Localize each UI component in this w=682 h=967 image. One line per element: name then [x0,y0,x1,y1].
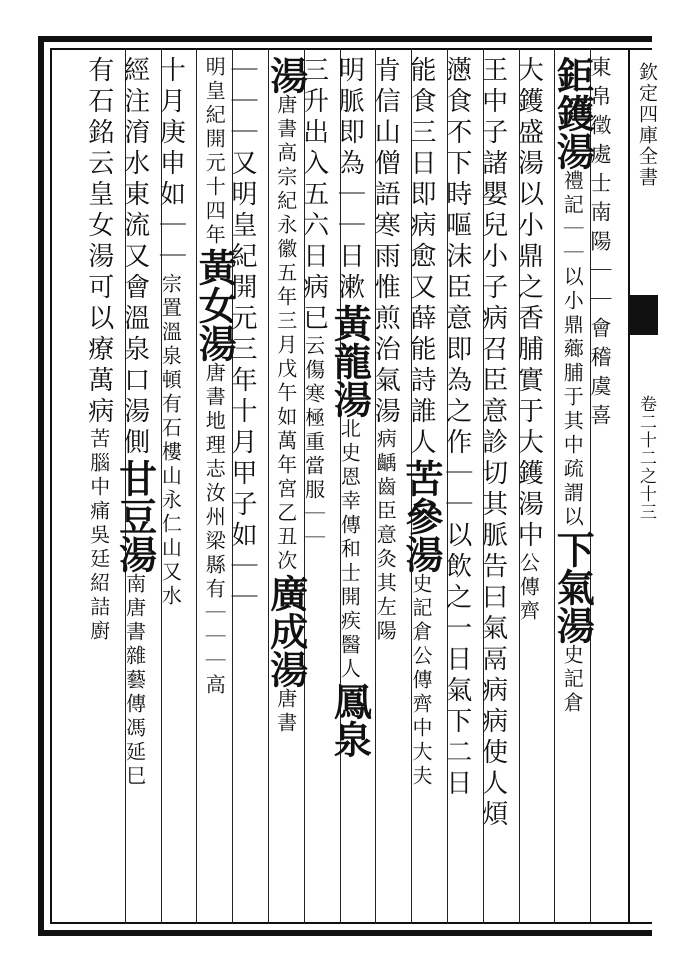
text-column [587,56,626,916]
text-column [327,56,376,916]
body-text: 王中子諸嬰兒小子病召臣意診切其脈告曰氣鬲病病使人煩 [477,56,508,831]
text-column [477,56,519,916]
annotation-text: 明皇紀開元十四年 [202,56,227,248]
entry-heading: 甘豆湯 [112,459,158,573]
body-text: 三升出入五六日病已 [298,56,329,335]
annotation-text: 病齲齒臣意灸其左陽 [373,428,398,644]
entry-heading: 黃女湯 [192,248,238,362]
annotation-text: 唐書地理志汝州梁縣有｜｜｜高 [202,362,227,698]
body-text: ｜｜會稽虞喜 [587,259,612,433]
entry-heading: 鳳泉 [327,682,373,758]
entry-heading: 黃龍湯 [327,304,373,418]
body-text: 明脈即為｜｜日漱 [334,56,365,304]
body-text: 經注淯水東流又會溫泉口湯側 [119,56,150,459]
text-column [112,56,161,916]
entry-heading: 鉅鑊湯 [550,56,596,170]
body-text: 有石銘云皇女湯可以療萬病 [83,56,114,428]
entry-heading: 廣成湯 [263,574,309,688]
annotation-text: 史記倉 [560,644,585,716]
body-text: 肯信山僧語寒雨惟煎治氣湯 [370,56,401,428]
annotation-text: 苦腦中痛吳廷紹詰廚 [86,428,111,644]
body-text: ｜｜｜又明皇紀開元三年十月甲子如｜｜ [226,56,257,614]
body-text: 東帛徵處士南陽 [587,56,612,259]
entry-heading: 苦參湯 [398,459,444,573]
text-column [398,56,447,916]
annotation-text: 宗置溫泉頓有石樓山永仁山又水 [158,273,183,609]
annotation-text: 史記倉公傳齊中大夫 [408,573,433,789]
annotation-text: 禮記｜｜以小鼎薌脯于其中疏謂以 [560,170,585,530]
text-column [370,56,411,916]
fish-tail-mark [628,295,658,335]
body-text: 能食三日即病愈又薛能詩誰人 [405,56,436,459]
annotation-text: 公傳齊 [516,552,541,624]
text-column [441,56,483,916]
text-column [226,56,268,916]
annotation-text: 唐書高宗紀永徽五年三月戊午如萬年宮乙丑次 [273,94,298,574]
annotation-text: 南唐書雜藝傳馮延巳 [122,573,147,789]
margin-title: 欽定四庫全書 [636,62,658,188]
text-column [513,56,555,916]
body-text: 懣食不下時嘔沫臣意即為之作｜｜以飲之一日氣下二日 [441,56,472,800]
body-text: 大鑊盛湯以小鼎之香脯實于大鑊湯中 [513,56,544,552]
entry-heading: 湯 [263,56,309,94]
entry-heading: 下氣湯 [550,530,596,644]
text-column [192,56,238,916]
text-column [298,56,340,916]
body-text: 十月庚申如｜｜ [155,56,186,273]
annotation-text: 唐書 [273,688,298,736]
annotation-text: 北史恩幸傳和士開疾醫人 [337,418,362,682]
text-column [550,56,596,916]
text-column [83,56,125,916]
margin-juan-number: 卷二十二之十三 [636,395,656,521]
text-column [263,56,309,916]
annotation-text: 云傷寒極重當服｜｜ [301,335,326,551]
text-column [155,56,197,916]
